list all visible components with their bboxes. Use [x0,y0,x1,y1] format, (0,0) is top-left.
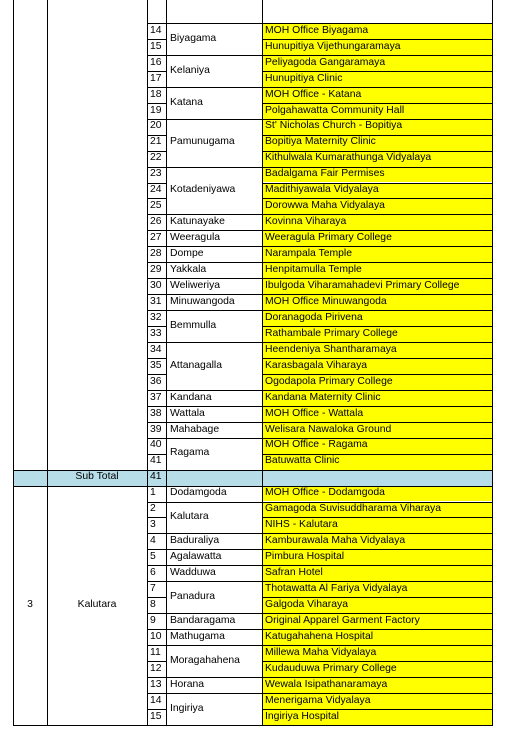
grid-line [262,533,493,534]
grid-line [262,422,493,423]
area-name: Bandaragama [170,614,236,626]
location-name: Welisara Nawaloka Ground [262,422,492,438]
grid-line [262,294,493,295]
grid-line [147,613,167,614]
location-name: Dorowwa Maha Vidyalaya [262,198,492,214]
row-number: 30 [150,279,162,291]
row-number: 32 [150,311,162,323]
grid-line [262,23,493,24]
grid-line [166,55,263,56]
area-name: Bemmulla [170,319,217,331]
grid-line [147,693,167,694]
row-number: 1 [150,487,156,499]
grid-line [262,278,493,279]
location-name: Ingiriya Hospital [262,709,492,725]
grid-line [147,167,167,168]
grid-line [262,167,493,168]
grid-line [166,294,263,295]
grid-line [147,183,167,184]
location-name: Bopitiya Maternity Clinic [262,135,492,151]
subtotal-value: 41 [147,470,166,486]
location-name: Hunupitiya Clinic [262,71,492,87]
location-name: Rathambale Primary College [262,326,492,342]
location-name: Kudauduwa Primary College [262,661,492,677]
grid-line [166,422,263,423]
row-number: 5 [150,551,156,563]
grid-line [147,135,167,136]
grid-line [262,581,493,582]
location-name: Hunupitiya Vijethungaramaya [262,39,492,55]
grid-line [147,422,167,423]
grid-line [147,262,167,263]
grid-line [262,246,493,247]
grid-line [147,358,167,359]
row-number: 16 [150,56,162,68]
grid-line [262,87,493,88]
area-name: Ingiriya [170,702,204,714]
grid-line [147,0,148,726]
grid-line [262,262,493,263]
location-name: Pimbura Hospital [262,549,492,565]
area-name: Weliweriya [170,279,221,291]
grid-line [147,39,167,40]
grid-line [262,198,493,199]
grid-line [147,374,167,375]
area-name: Wadduwa [170,567,216,579]
grid-line [166,23,263,24]
location-name: Galgoda Viharaya [262,597,492,613]
grid-line [492,0,493,726]
grid-line [262,39,493,40]
row-number: 22 [150,152,162,164]
location-name: Kamburawala Maha Vidyalaya [262,533,492,549]
area-name: Moragahahena [170,654,240,666]
grid-line [262,517,493,518]
grid-line [262,661,493,662]
location-name: Kithulwala Kumarathunga Vidyalaya [262,151,492,167]
grid-line [262,310,493,311]
row-number: 15 [150,40,162,52]
grid-line [166,549,263,550]
area-name: Dodamgoda [170,487,227,499]
grid-line [166,214,263,215]
grid-line [147,198,167,199]
subtotal-blank [166,470,492,486]
location-name: MOH Office - Dodamgoda [262,486,492,502]
grid-line [262,0,263,726]
grid-line [147,278,167,279]
grid-line [166,645,263,646]
grid-line [262,358,493,359]
grid-line [262,342,493,343]
grid-line [166,693,263,694]
district-name: Kalutara [77,598,117,610]
area-name: Dompe [170,248,204,260]
area-name: Kotadeniyawa [170,184,236,196]
location-name: NIHS - Kalutara [262,517,492,533]
area-name: Pamunugama [170,136,235,148]
row-number: 15 [150,710,162,722]
grid-line [262,390,493,391]
grid-line [166,390,263,391]
grid-line [147,549,167,550]
grid-line [147,390,167,391]
location-name: Kandana Maternity Clinic [262,390,492,406]
location-name: Thotawatta Al Fariya Vidyalaya [262,581,492,597]
grid-line [147,326,167,327]
grid-line [147,661,167,662]
location-name: Weeragula Primary College [262,230,492,246]
row-number: 4 [150,535,156,547]
area-name: Mathugama [170,630,225,642]
area-name: Wattala [170,407,205,419]
grid-line [262,565,493,566]
row-number: 28 [150,248,162,260]
grid-line [262,629,493,630]
location-name: Doranagoda Pirivena [262,310,492,326]
location-name: St' Nicholas Church - Bopitiya [262,119,492,135]
row-number: 17 [150,72,162,84]
grid-line [262,55,493,56]
row-number: 9 [150,614,156,626]
grid-line [166,87,263,88]
row-number: 33 [150,327,162,339]
location-name: Original Apparel Garment Factory [262,613,492,629]
location-name: MOH Office - Ragama [262,438,492,454]
grid-line [147,709,167,710]
grid-line [262,71,493,72]
grid-line [147,230,167,231]
grid-line [13,725,493,726]
location-name: Batuwatta Clinic [262,454,492,470]
row-number: 34 [150,343,162,355]
location-name: Katugahahena Hospital [262,629,492,645]
row-number: 23 [150,168,162,180]
grid-line [147,71,167,72]
row-number: 35 [150,359,162,371]
row-number: 26 [150,216,162,228]
grid-line [147,629,167,630]
grid-line [262,645,493,646]
grid-line [166,629,263,630]
grid-line [147,294,167,295]
row-number: 19 [150,104,162,116]
row-number: 31 [150,295,162,307]
area-name: Katana [170,96,203,108]
row-number: 14 [150,24,162,36]
row-number: 3 [150,519,156,531]
area-name: Biyagama [170,32,217,44]
grid-line [262,214,493,215]
row-number: 20 [150,120,162,132]
row-number: 14 [150,694,162,706]
grid-line [166,502,263,503]
subtotal-label: Sub Total [47,470,147,486]
grid-line [47,0,48,726]
grid-line [166,342,263,343]
grid-line [262,597,493,598]
grid-line [147,597,167,598]
grid-line [147,438,167,439]
grid-line [147,55,167,56]
location-name: Peliyagoda Gangaramaya [262,55,492,71]
grid-line [166,230,263,231]
location-name: Heendeniya Shantharamaya [262,342,492,358]
grid-line [166,677,263,678]
grid-line [166,565,263,566]
area-name: Kelaniya [170,64,210,76]
grid-line [147,246,167,247]
row-number: 40 [150,439,162,451]
row-number: 12 [150,662,162,674]
grid-line [147,565,167,566]
grid-line [166,278,263,279]
grid-line [13,470,493,471]
grid-line [262,183,493,184]
grid-line [262,135,493,136]
row-number: 21 [150,136,162,148]
grid-line [166,119,263,120]
row-number: 37 [150,391,162,403]
location-name: Karasbagala Viharaya [262,358,492,374]
row-number: 6 [150,567,156,579]
location-name: Safran Hotel [262,565,492,581]
grid-line [166,581,263,582]
location-name: Wewala Isipathanaramaya [262,677,492,693]
grid-line [147,119,167,120]
grid-line [147,151,167,152]
row-number: 7 [150,583,156,595]
area-name: Agalawatta [170,551,222,563]
area-name: Minuwangoda [170,295,235,307]
grid-line [166,486,263,487]
area-name: Kandana [170,391,212,403]
row-number: 8 [150,598,156,610]
grid-line [166,246,263,247]
location-name: Polgahawatta Community Hall [262,103,492,119]
area-name: Katunayake [170,216,225,228]
row-number: 13 [150,678,162,690]
grid-line [147,517,167,518]
district-number: 3 [27,598,33,610]
area-name: Horana [170,678,205,690]
area-name: Ragama [170,447,210,459]
grid-line [147,310,167,311]
location-name: Millewa Maha Vidyalaya [262,645,492,661]
location-name: Gamagoda Suvisuddharama Viharaya [262,502,492,518]
location-name: MOH Office Minuwangoda [262,294,492,310]
row-number: 24 [150,184,162,196]
grid-line [147,533,167,534]
grid-line [262,374,493,375]
grid-line [147,486,167,487]
row-number: 39 [150,423,162,435]
grid-line [147,454,167,455]
grid-line [147,502,167,503]
grid-line [147,23,167,24]
location-name: Madithiyawala Vidyalaya [262,183,492,199]
subtotal-blank [13,470,47,486]
grid-line [262,709,493,710]
grid-line [147,87,167,88]
location-name: Badalgama Fair Permises [262,167,492,183]
grid-line [166,613,263,614]
row-number: 10 [150,630,162,642]
area-name: Panadura [170,590,216,602]
row-number: 11 [150,646,161,658]
grid-line [166,406,263,407]
row-number: 25 [150,200,162,212]
grid-line [147,645,167,646]
location-name: Ibulgoda Viharamahadevi Primary College [262,278,492,294]
row-number: 38 [150,407,162,419]
grid-line [166,0,167,726]
location-name: MOH Office - Katana [262,87,492,103]
grid-line [166,262,263,263]
row-number: 2 [150,503,156,515]
grid-line [262,549,493,550]
grid-line [262,677,493,678]
grid-line [262,438,493,439]
grid-line [166,438,263,439]
row-number: 18 [150,88,162,100]
grid-line [13,0,14,726]
area-name: Mahabage [170,423,220,435]
area-name: Weeragula [170,232,221,244]
row-number: 41 [150,455,162,467]
grid-line [262,613,493,614]
grid-line [147,103,167,104]
grid-line [262,230,493,231]
area-name: Kalutara [170,511,209,523]
grid-line [147,342,167,343]
location-name: Henpitamulla Temple [262,262,492,278]
location-name: Narampala Temple [262,246,492,262]
grid-line [166,533,263,534]
row-number: 29 [150,264,162,276]
location-name: MOH Office Biyagama [262,23,492,39]
row-number: 36 [150,375,162,387]
location-name: Ogodapola Primary College [262,374,492,390]
grid-line [262,119,493,120]
location-name: Menerigama Vidyalaya [262,693,492,709]
row-number: 27 [150,232,162,244]
grid-line [262,486,493,487]
grid-line [166,310,263,311]
grid-line [147,214,167,215]
location-name: MOH Office - Wattala [262,406,492,422]
grid-line [262,103,493,104]
area-name: Attanagalla [170,359,222,371]
grid-line [147,581,167,582]
grid-line [262,406,493,407]
grid-line [262,326,493,327]
grid-line [147,406,167,407]
grid-line [166,167,263,168]
area-name: Yakkala [170,264,207,276]
area-name: Baduraliya [170,535,220,547]
grid-line [262,693,493,694]
grid-line [262,502,493,503]
grid-line [262,454,493,455]
grid-line [262,151,493,152]
grid-line [147,677,167,678]
location-name: Kovinna Viharaya [262,214,492,230]
